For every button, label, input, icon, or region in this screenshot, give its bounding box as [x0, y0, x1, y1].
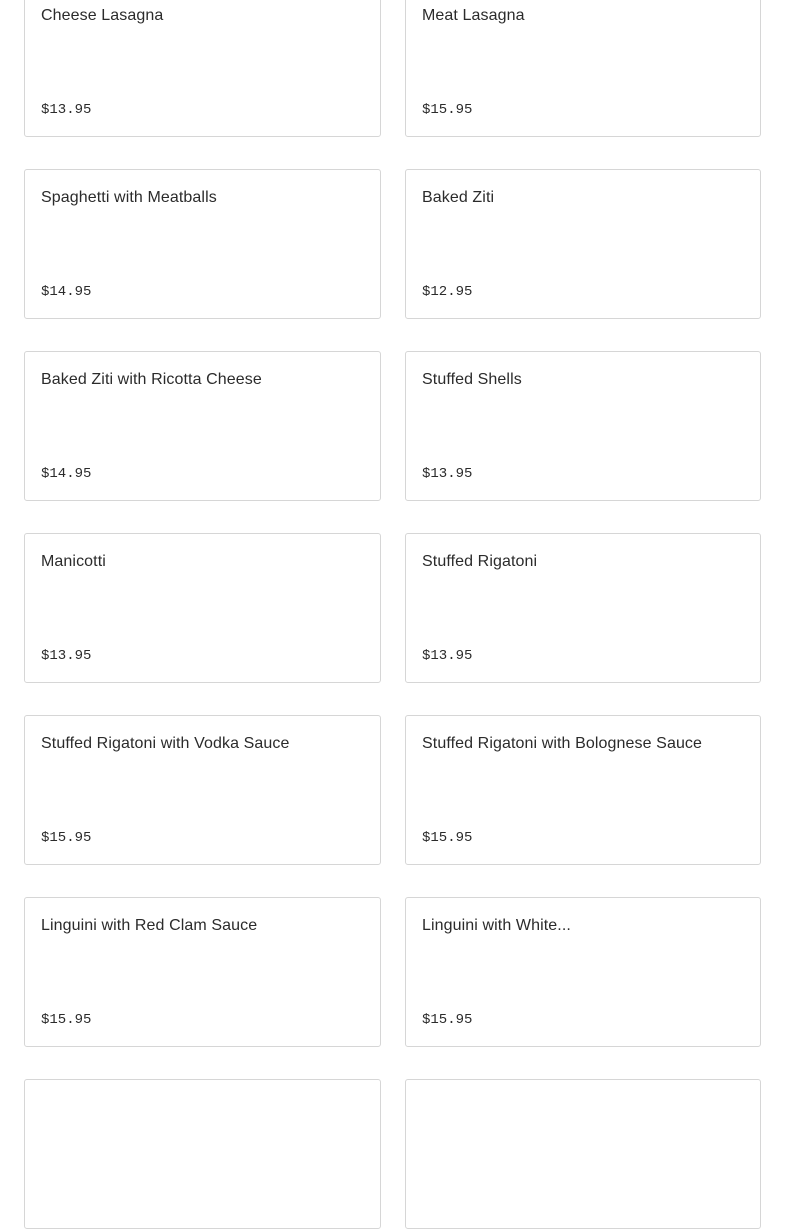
menu-item-card[interactable]	[24, 0, 381, 137]
menu-item-price: $13.95	[422, 466, 473, 482]
menu-item-name: Stuffed Rigatoni	[422, 553, 538, 570]
menu-item-name: Linguini with White...	[422, 917, 571, 934]
menu-item-price: $15.95	[422, 1012, 473, 1028]
menu-item-card[interactable]	[405, 169, 761, 319]
menu-item-price: $13.95	[422, 648, 473, 664]
menu-item-card[interactable]	[24, 533, 381, 683]
menu-item-card[interactable]	[405, 351, 761, 501]
menu-item-name: Baked Ziti	[422, 189, 495, 206]
menu-item-name: Baked Ziti with Ricotta Cheese	[41, 371, 262, 388]
menu-item-name: Stuffed Rigatoni with Vodka Sauce	[41, 735, 290, 752]
menu-item-name: Manicotti	[41, 553, 106, 570]
menu-item-name: Stuffed Shells	[422, 371, 522, 388]
menu-item-card[interactable]	[24, 715, 381, 865]
menu-item-name: Meat Lasagna	[422, 7, 525, 24]
menu-item-card[interactable]	[405, 0, 761, 137]
menu-item-price: $13.95	[41, 648, 92, 664]
menu-item-price: $15.95	[41, 830, 92, 846]
menu-item-card[interactable]	[24, 169, 381, 319]
menu-item-price: $15.95	[41, 1012, 92, 1028]
menu-item-card[interactable]	[24, 897, 381, 1047]
menu-item-price: $12.95	[422, 284, 473, 300]
menu-item-card[interactable]	[405, 897, 761, 1047]
menu-item-card[interactable]	[405, 715, 761, 865]
menu-item-name: Stuffed Rigatoni with Bolognese Sauce	[422, 735, 703, 752]
menu-item-card[interactable]	[24, 1079, 381, 1229]
menu-item-name: Cheese Lasagna	[41, 7, 164, 24]
menu-item-card[interactable]	[405, 1079, 761, 1229]
menu-item-price: $13.95	[41, 102, 92, 118]
menu-item-grid	[24, 0, 761, 1229]
menu-item-price: $15.95	[422, 830, 473, 846]
menu-item-card[interactable]	[24, 351, 381, 501]
menu-item-price: $14.95	[41, 284, 92, 300]
menu-item-price: $14.95	[41, 466, 92, 482]
menu-item-price: $15.95	[422, 102, 473, 118]
menu-item-card[interactable]	[405, 533, 761, 683]
menu-item-name: Linguini with Red Clam Sauce	[41, 917, 258, 934]
menu-item-name: Spaghetti with Meatballs	[41, 189, 217, 206]
